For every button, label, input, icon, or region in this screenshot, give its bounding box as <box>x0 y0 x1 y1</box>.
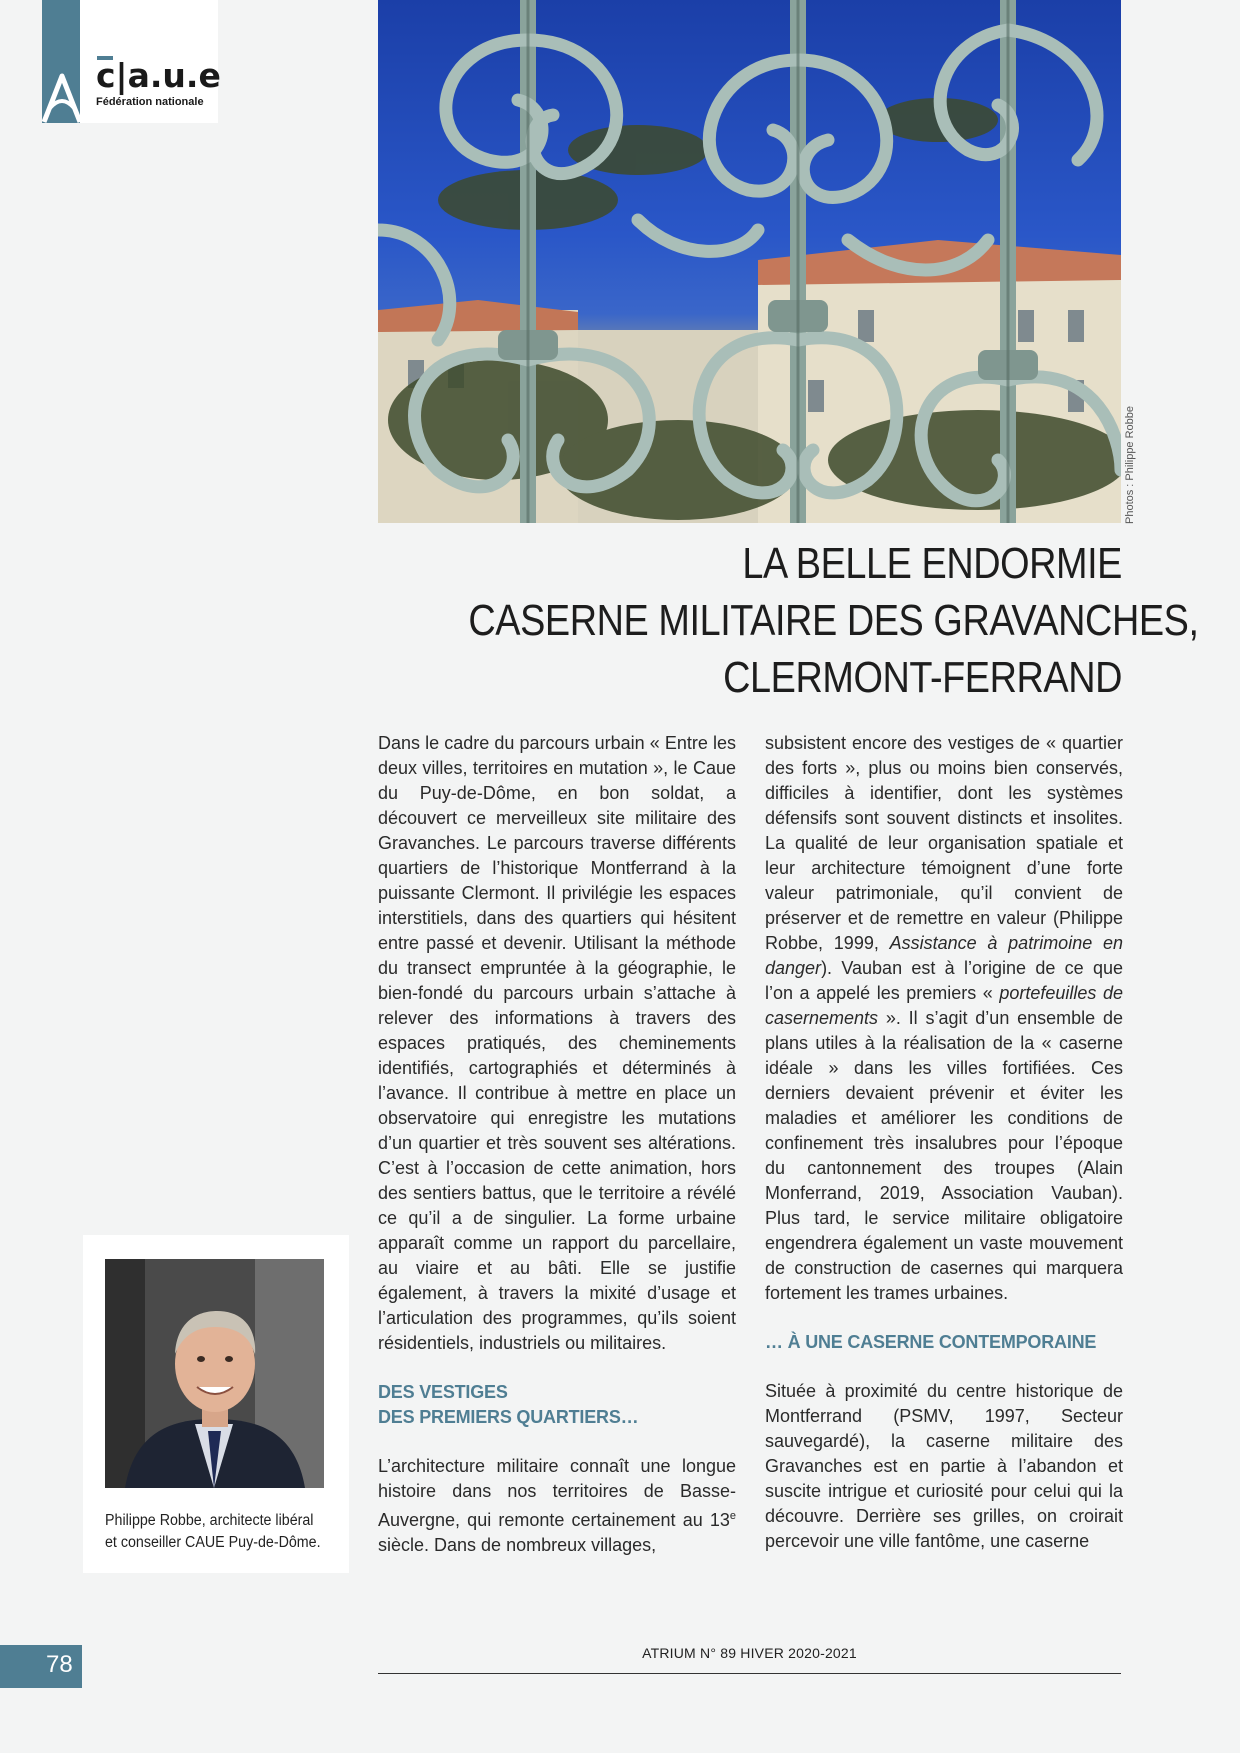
hero-photo <box>378 0 1121 523</box>
headline-line-3: CLERMONT-FERRAND <box>723 653 1122 702</box>
section-heading-line: DES PREMIERS QUARTIERS… <box>378 1407 639 1427</box>
headline-line-2: CASERNE MILITAIRE DES GRAVANCHES, <box>468 596 1199 645</box>
emphasis: portefeuilles de casernements <box>765 983 1123 1028</box>
emphasis: Assistance à patrimoine en danger <box>765 933 1123 978</box>
superscript: e <box>729 1510 736 1522</box>
headline-line-1: LA BELLE ENDORMIE <box>742 539 1122 588</box>
paragraph-text: ). Vauban est à l’origine de ce que l’on a appelé les premiers « <box>765 958 1123 1003</box>
paragraph-text: siècle. Dans de nombreux villages, <box>378 1535 657 1555</box>
author-portrait <box>105 1259 324 1488</box>
author-card <box>83 1235 349 1573</box>
caption-line: et conseiller CAUE Puy-de-Dôme. <box>105 1534 321 1551</box>
iron-gate-illustration <box>378 0 1121 523</box>
logo-subtitle: Fédération nationale <box>96 96 204 108</box>
paragraph: Dans le cadre du parcours urbain « Entre les deux villes, territoires en mutation », le Caue du Puy-de-Dôme, en bon soldat, a découvert ce merveilleux site militaire des Gravanches. Le parcours traverse différents quartiers de l’historique Montferrand à la puissante Clermont. Il privilégie les espaces interstitiels, dans des quartiers qui hésitent entre passé et devenir. Utilisant la méthode du transect empruntée à la géographie, le bien-fondé du parcours urbain s’attache à relever des informations à travers des espaces pratiqués, des cheminements identifiés, cartographiés et déterminés à l’avance. Il contribue à mettre en place un observatoire qui enregistre les mutations d’un quartier et très souvent ses altérations. C’est à l’occasion de cette animation, hors des sentiers battus, que le territoire a révélé ce qu’il a de singulier. La forme urbaine apparaît comme un rapport du parcellaire, au viaire et au bâti. Elle se justifie également, à travers la mixité d’usage et l’articulation des programmes, qu’ils soient résidentiels, industriels ou militaires. <box>378 733 736 1353</box>
caption-line: Philippe Robbe, architecte libéral <box>105 1512 314 1529</box>
paragraph-text: subsistent encore des vestiges de « quartier des forts », plus ou moins bien conservés, difficiles à identifier, dont les systèmes défensifs sont souvent distincts et insolites. La qualité de leur organisation spatiale et leur architecture témoignent d’une forte valeur patrimoniale, qu’il convient de préserver et de remettre en valeur (Philippe Robbe, 1999, <box>765 733 1123 953</box>
section-heading-caserne: … À UNE CASERNE CONTEMPORAINE <box>765 1332 1097 1352</box>
footer-divider <box>378 1673 1121 1674</box>
section-heading-vestiges <box>378 1380 736 1430</box>
photo-credit: Photos : Philippe Robbe <box>1124 405 1136 524</box>
article-headline <box>468 535 1199 706</box>
logo-mark: c|a.u.e <box>96 56 221 95</box>
issue-label: ATRIUM N° 89 HIVER 2020-2021 <box>642 1645 857 1661</box>
caue-a-icon <box>40 68 84 124</box>
portrait-illustration <box>105 1259 324 1488</box>
section-heading-line: DES VESTIGES <box>378 1382 508 1402</box>
paragraph-text: ». Il s’agit d’un ensemble de plans utiles à la réalisation de la « caserne idéale » dans les villes fortifiées. Ces derniers devaient prévenir et éviter les maladies et améliorer les conditions de confinement très insalubres pour l’époque du cantonnement des troupes (Alain Monferrand, 2019, Association Vauban). Plus tard, le service militaire obligatoire engendrera également un vaste mouvement de construction de casernes qui marquera fortement les trames urbaines. <box>765 1008 1123 1303</box>
paragraph <box>765 731 1123 1306</box>
page-number: 78 <box>46 1651 73 1678</box>
paragraph <box>378 1454 736 1558</box>
article-column-2 <box>765 731 1123 1554</box>
author-caption <box>105 1510 321 1554</box>
paragraph-text: L’architecture militaire connaît une longue histoire dans nos territoires de Basse-Auvergne, qui remonte certainement au 13 <box>378 1456 736 1530</box>
paragraph: Située à proximité du centre historique de Montferrand (PSMV, 1997, Secteur sauvegardé), la caserne militaire des Gravanches est en partie à l’abandon et suscite intrigue et curiosité pour celui qui la découvre. Derrière ses grilles, on croirait percevoir une ville fantôme, une caserne <box>765 1381 1123 1551</box>
article-column-1 <box>378 731 736 1558</box>
